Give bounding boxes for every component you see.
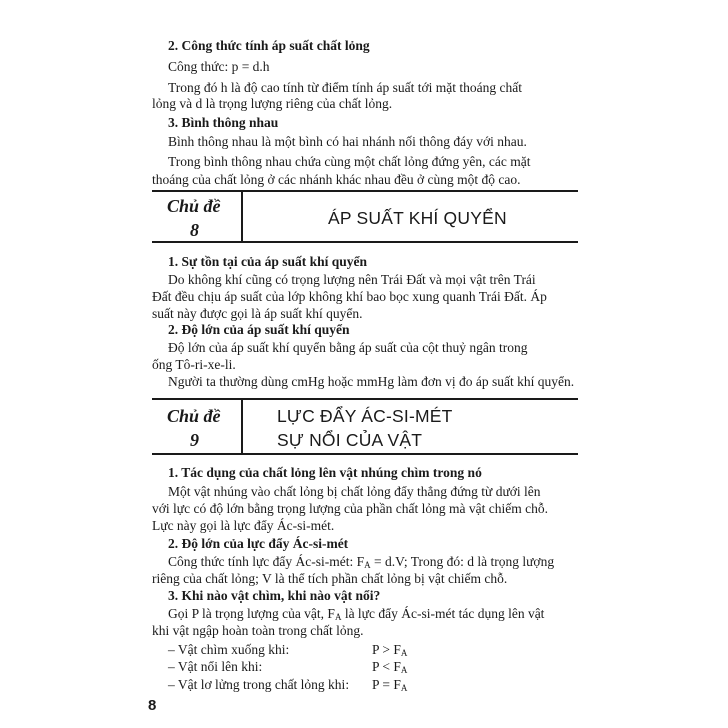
heading-sink-or-float: 3. Khi nào vật chìm, khi nào vật nổi? xyxy=(168,588,381,603)
paragraph-line: Lực này gọi là lực đẩy Ác-si-mét. xyxy=(152,518,335,533)
condition-relation xyxy=(372,677,407,693)
formula-line: Công thức: p = d.h xyxy=(168,59,270,74)
paragraph-line: Người ta thường dùng cmHg hoặc mmHg làm đơn vị đo áp suất khí quyển. xyxy=(168,374,575,389)
page-number: 8 xyxy=(148,697,157,714)
paragraph-line: Một vật nhúng vào chất lỏng bị chất lỏng đẩy thẳng đứng từ dưới lên xyxy=(168,484,541,499)
topic-label: Chủ đề xyxy=(167,196,221,216)
divider xyxy=(241,192,243,242)
condition-label: – Vật nổi lên khi: xyxy=(168,659,263,674)
paragraph-line xyxy=(168,554,554,570)
topic-number: 8 xyxy=(190,220,199,240)
paragraph-line: Đất đều chịu áp suất của lớp không khí bao bọc xung quanh Trái Đất. Áp xyxy=(152,289,547,304)
paragraph-line: riêng của chất lỏng; V là thể tích phần chất lỏng bị vật chiếm chỗ. xyxy=(152,571,508,586)
condition-relation xyxy=(372,642,407,658)
heading-atmospheric-pressure-magnitude: 2. Độ lớn của áp suất khí quyển xyxy=(168,322,350,337)
heading-atmospheric-pressure-existence: 1. Sự tồn tại của áp suất khí quyển xyxy=(168,254,368,269)
topic-number: 9 xyxy=(190,430,199,450)
subscript: A xyxy=(334,612,342,622)
paragraph-line: Trong đó h là độ cao tính từ điểm tính áp suất tới mặt thoáng chất xyxy=(168,80,523,95)
paragraph-line: thoáng của chất lỏng ở các nhánh khác nhau đều ở cùng một độ cao. xyxy=(152,172,521,187)
paragraph-line xyxy=(168,606,544,622)
paragraph-line: với lực có độ lớn bằng trọng lượng của phần chất lỏng mà vật chiếm chỗ. xyxy=(152,501,548,516)
divider xyxy=(152,241,578,243)
text-run: là lực đẩy Ác-si-mét tác dụng lên vật xyxy=(341,606,545,621)
subscript: A xyxy=(400,665,408,675)
condition-label: – Vật chìm xuống khi: xyxy=(168,642,290,657)
text-run: P = F xyxy=(372,677,401,692)
condition-relation xyxy=(372,659,407,675)
subscript: A xyxy=(364,560,371,570)
paragraph-line: Độ lớn của áp suất khí quyển bằng áp suất của cột thuỷ ngân trong xyxy=(168,340,528,355)
divider xyxy=(241,400,243,454)
text-run: = d.V; Trong đó: d là trọng lượng xyxy=(370,554,555,569)
text-run: P < F xyxy=(372,659,401,674)
topic-title: ÁP SUẤT KHÍ QUYỂN xyxy=(328,208,507,228)
paragraph-line: ống Tô-ri-xe-li. xyxy=(152,357,236,372)
paragraph-line: Do không khí cũng có trọng lượng nên Trái Đất và mọi vật trên Trái xyxy=(168,272,536,287)
topic-label: Chủ đề xyxy=(167,406,221,426)
heading-liquid-pressure-formula: 2. Công thức tính áp suất chất lỏng xyxy=(168,38,370,53)
divider xyxy=(152,398,578,400)
paragraph-line: Bình thông nhau là một bình có hai nhánh nối thông đáy với nhau. xyxy=(168,134,527,149)
paragraph-line: suất này được gọi là áp suất khí quyển. xyxy=(152,306,363,321)
text-run: P > F xyxy=(372,642,401,657)
topic-title-line-1: LỰC ĐẨY ÁC-SI-MÉT xyxy=(277,406,453,426)
text-run: Công thức tính lực đẩy Ác-si-mét: F xyxy=(168,554,365,569)
topic-title-line-2: SỰ NỔI CỦA VẬT xyxy=(277,430,423,450)
divider xyxy=(152,190,578,192)
subscript: A xyxy=(400,648,408,658)
paragraph-line: khi vật ngập hoàn toàn trong chất lỏng. xyxy=(152,623,364,638)
subscript: A xyxy=(400,683,408,693)
heading-buoyant-force-magnitude: 2. Độ lớn của lực đẩy Ác-si-mét xyxy=(168,536,349,551)
text-run: Gọi P là trọng lượng của vật, F xyxy=(168,606,335,621)
divider xyxy=(152,453,578,455)
paragraph-line: Trong bình thông nhau chứa cùng một chất lỏng đứng yên, các mặt xyxy=(168,154,531,169)
heading-liquid-effect-on-object: 1. Tác dụng của chất lỏng lên vật nhúng chìm trong nó xyxy=(168,465,482,480)
condition-label: – Vật lơ lửng trong chất lỏng khi: xyxy=(168,677,350,692)
paragraph-line: lỏng và d là trọng lượng riêng của chất lỏng. xyxy=(152,96,393,111)
heading-communicating-vessels: 3. Bình thông nhau xyxy=(168,115,279,130)
